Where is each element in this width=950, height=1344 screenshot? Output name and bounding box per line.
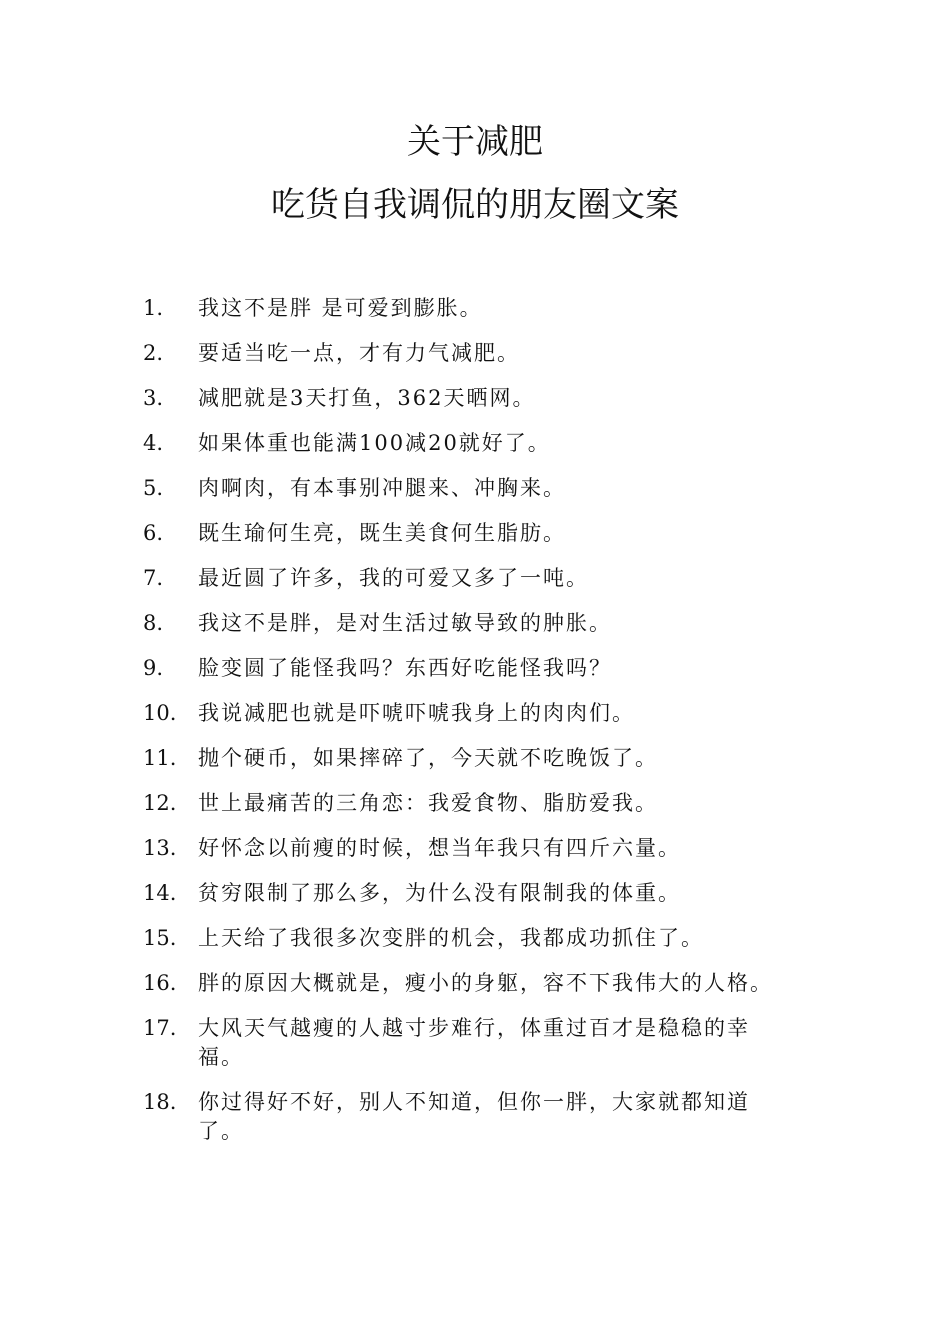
list-item xyxy=(143,339,793,368)
title-line-1: 关于减肥 xyxy=(407,122,543,162)
item-number: 13. xyxy=(143,836,177,860)
list-item xyxy=(143,564,793,593)
item-number: 7. xyxy=(143,566,164,590)
item-text: 要适当吃一点，才有力气减肥。 xyxy=(198,341,520,365)
item-number: 10. xyxy=(143,701,177,725)
item-text: 我这不是胖，是对生活过敏导致的肿胀。 xyxy=(198,611,612,635)
item-number: 16. xyxy=(143,971,177,995)
title-line-2: 吃货自我调侃的朋友圈文案 xyxy=(271,185,679,225)
page-title xyxy=(0,116,950,231)
item-number: 4. xyxy=(143,431,164,455)
caption-list xyxy=(143,294,793,1162)
item-number: 18. xyxy=(143,1090,177,1114)
item-text: 大风天气越瘦的人越寸步难行，体重过百才是稳稳的幸福。 xyxy=(198,1016,750,1069)
list-item xyxy=(143,384,793,413)
item-text: 既生瑜何生亮，既生美食何生脂肪。 xyxy=(198,521,566,545)
list-item xyxy=(143,834,793,863)
item-number: 2. xyxy=(143,341,164,365)
list-item xyxy=(143,609,793,638)
list-item xyxy=(143,294,793,323)
item-text: 最近圆了许多，我的可爱又多了一吨。 xyxy=(198,566,589,590)
list-item xyxy=(143,699,793,728)
item-text: 脸变圆了能怪我吗？东西好吃能怪我吗？ xyxy=(198,656,612,680)
list-item xyxy=(143,969,793,998)
item-text: 减肥就是3天打鱼，362天晒网。 xyxy=(198,386,536,410)
list-item xyxy=(143,474,793,503)
item-text: 我说减肥也就是吓唬吓唬我身上的肉肉们。 xyxy=(198,701,635,725)
item-text: 我这不是胖 是可爱到膨胀。 xyxy=(198,296,483,320)
item-number: 9. xyxy=(143,656,164,680)
item-number: 5. xyxy=(143,476,164,500)
item-text: 贫穷限制了那么多，为什么没有限制我的体重。 xyxy=(198,881,681,905)
item-text: 你过得好不好，别人不知道，但你一胖，大家就都知道了。 xyxy=(198,1090,750,1143)
list-item xyxy=(143,1088,793,1146)
item-text: 胖的原因大概就是，瘦小的身躯，容不下我伟大的人格。 xyxy=(198,971,773,995)
item-number: 15. xyxy=(143,926,177,950)
item-number: 11. xyxy=(143,746,177,770)
item-number: 14. xyxy=(143,881,177,905)
item-number: 6. xyxy=(143,521,164,545)
item-text: 肉啊肉，有本事别冲腿来、冲胸来。 xyxy=(198,476,566,500)
item-text: 抛个硬币，如果摔碎了，今天就不吃晚饭了。 xyxy=(198,746,658,770)
item-text: 上天给了我很多次变胖的机会，我都成功抓住了。 xyxy=(198,926,704,950)
list-item xyxy=(143,879,793,908)
item-number: 8. xyxy=(143,611,164,635)
list-item xyxy=(143,744,793,773)
item-number: 3. xyxy=(143,386,164,410)
list-item xyxy=(143,654,793,683)
item-text: 世上最痛苦的三角恋：我爱食物、脂肪爱我。 xyxy=(198,791,658,815)
list-item xyxy=(143,789,793,818)
list-item xyxy=(143,429,793,458)
item-text: 如果体重也能满100减20就好了。 xyxy=(198,431,551,455)
list-item xyxy=(143,924,793,953)
list-item xyxy=(143,1014,793,1072)
item-number: 17. xyxy=(143,1016,177,1040)
item-text: 好怀念以前瘦的时候，想当年我只有四斤六量。 xyxy=(198,836,681,860)
item-number: 1. xyxy=(143,296,164,320)
item-number: 12. xyxy=(143,791,177,815)
list-item xyxy=(143,519,793,548)
